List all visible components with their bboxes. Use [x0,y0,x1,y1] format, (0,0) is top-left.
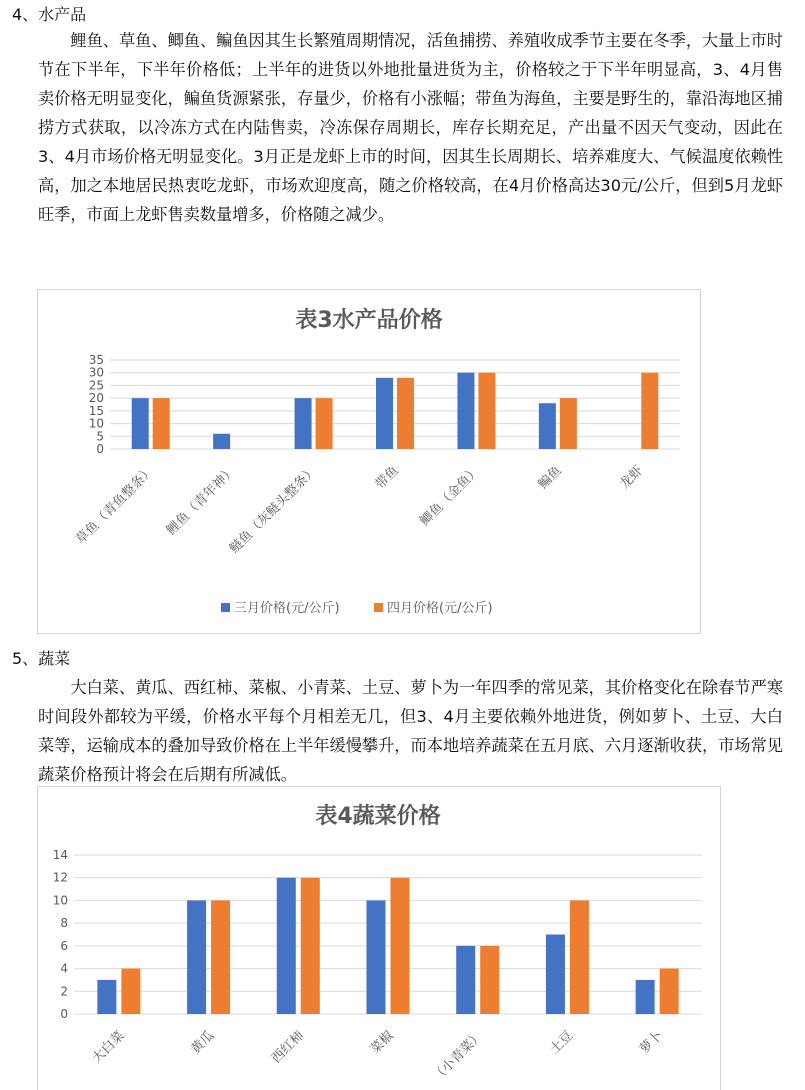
april-bar [480,946,499,1014]
march-bar [132,398,149,449]
y-tick-label: 2 [60,984,68,999]
category-label: 鲫鱼（金鱼） [417,463,484,529]
march-bar [367,900,386,1014]
y-tick-label: 20 [88,391,104,406]
category-label: 带鱼 [372,463,402,493]
category-label: 草鱼（青鱼整条） [73,463,158,548]
april-bar [560,398,577,449]
vegetable-price-chart-svg [38,787,720,1090]
category-label: （小青菜） [429,1028,487,1085]
march-bar [457,373,474,449]
category-label: 黄瓜 [188,1028,218,1058]
category-label: 鳊鱼 [535,463,565,493]
y-tick-label: 0 [96,442,104,456]
y-tick-label: 25 [88,378,104,393]
april-bar [397,378,414,449]
y-tick-label: 5 [96,429,104,444]
category-label: 鲢鱼（灰鲢头整条） [227,463,321,557]
category-label: 萝卜 [636,1028,666,1058]
april-bar [570,900,589,1014]
y-tick-label: 6 [60,938,68,953]
section4-paragraph: 鲤鱼、草鱼、鲫鱼、鳊鱼因其生长繁殖周期情况，活鱼捕捞、养殖收成季节主要在冬季，大量上市时节在下半年，下半年价格低；上半年的进货以外地批量进货为主，价格较之于下半年明显高，3、4月售卖价格无明显变化，鳊鱼货源紧张，存量少，价格有小涨幅；带鱼为海鱼，主要是野生的，靠沿海地区捕捞方式获取，以冷冻方式在内陆售卖，冷冻保存周期长，库存长期充足，产出量不因天气变动，因此在3、4月市场价格无明显变化。3月正是龙虾上市的时间，因其生长周期长、培养难度大、气候温度依赖性高，加之本地居民热衷吃龙虾，市场欢迎度高，随之价格较高，在4月价格高达30元/公斤，但到5月龙虾旺季，市面上龙虾售卖数量增多，价格随之减少。 [38,31,783,224]
april-bar [660,969,679,1014]
april-bar [391,878,410,1014]
section4-heading: 4、水产品 [12,5,87,24]
legend-march-label: 三月价格(元/公斤) [234,601,340,616]
vegetable-price-chart [37,786,721,1090]
chart-title: 表3水产品价格 [295,308,443,333]
y-tick-label: 0 [60,1007,68,1021]
march-bar [97,980,116,1014]
april-bar [316,398,333,449]
category-label: 鲤鱼（青年神） [164,463,239,539]
march-bar [295,398,312,449]
legend-march-swatch [221,603,230,612]
march-bar [376,378,393,449]
april-bar [641,373,658,449]
category-label: 土豆 [547,1028,577,1058]
march-bar [187,900,206,1014]
y-tick-label: 10 [52,893,68,908]
y-tick-label: 14 [52,848,68,862]
legend-april-label: 四月价格(元/公斤) [387,601,493,616]
march-bar [456,946,475,1014]
y-tick-label: 12 [52,870,68,885]
chart-title: 表4蔬菜价格 [315,804,441,829]
aquatic-price-chart-svg [38,290,700,633]
y-tick-label: 8 [60,916,68,931]
category-label: 大白菜 [89,1028,128,1067]
april-bar [153,398,170,449]
legend-april-swatch [374,603,383,612]
section5-paragraph: 大白菜、黄瓜、西红柿、菜椒、小青菜、土豆、萝卜为一年四季的常见菜，其价格变化在除春节严寒时间段外都较为平缓，价格水平每个月相差无几，但3、4月主要依赖外地进货，例如萝卜、土豆、大白菜等，运输成本的叠加导致价格在上半年缓慢攀升，而本地培养蔬菜在五月底、六月逐渐收获，市场常见蔬菜价格预计将会在后期有所减低。 [38,678,783,784]
section5-heading: 5、蔬菜 [12,649,71,668]
y-tick-label: 10 [88,416,104,431]
y-tick-label: 30 [88,365,104,380]
y-tick-label: 15 [88,403,104,418]
y-tick-label: 35 [88,353,104,367]
category-label: 西红柿 [268,1028,308,1067]
march-bar [546,935,565,1015]
april-bar [211,900,230,1014]
march-bar [539,403,556,449]
march-bar [213,434,230,449]
category-label: 菜椒 [367,1028,397,1058]
april-bar [121,969,140,1014]
y-tick-label: 4 [60,961,68,976]
march-bar [277,878,296,1014]
category-label: 龙虾 [617,463,647,493]
march-bar [636,980,655,1014]
april-bar [301,878,320,1014]
aquatic-price-chart [37,289,701,634]
april-bar [478,373,495,449]
